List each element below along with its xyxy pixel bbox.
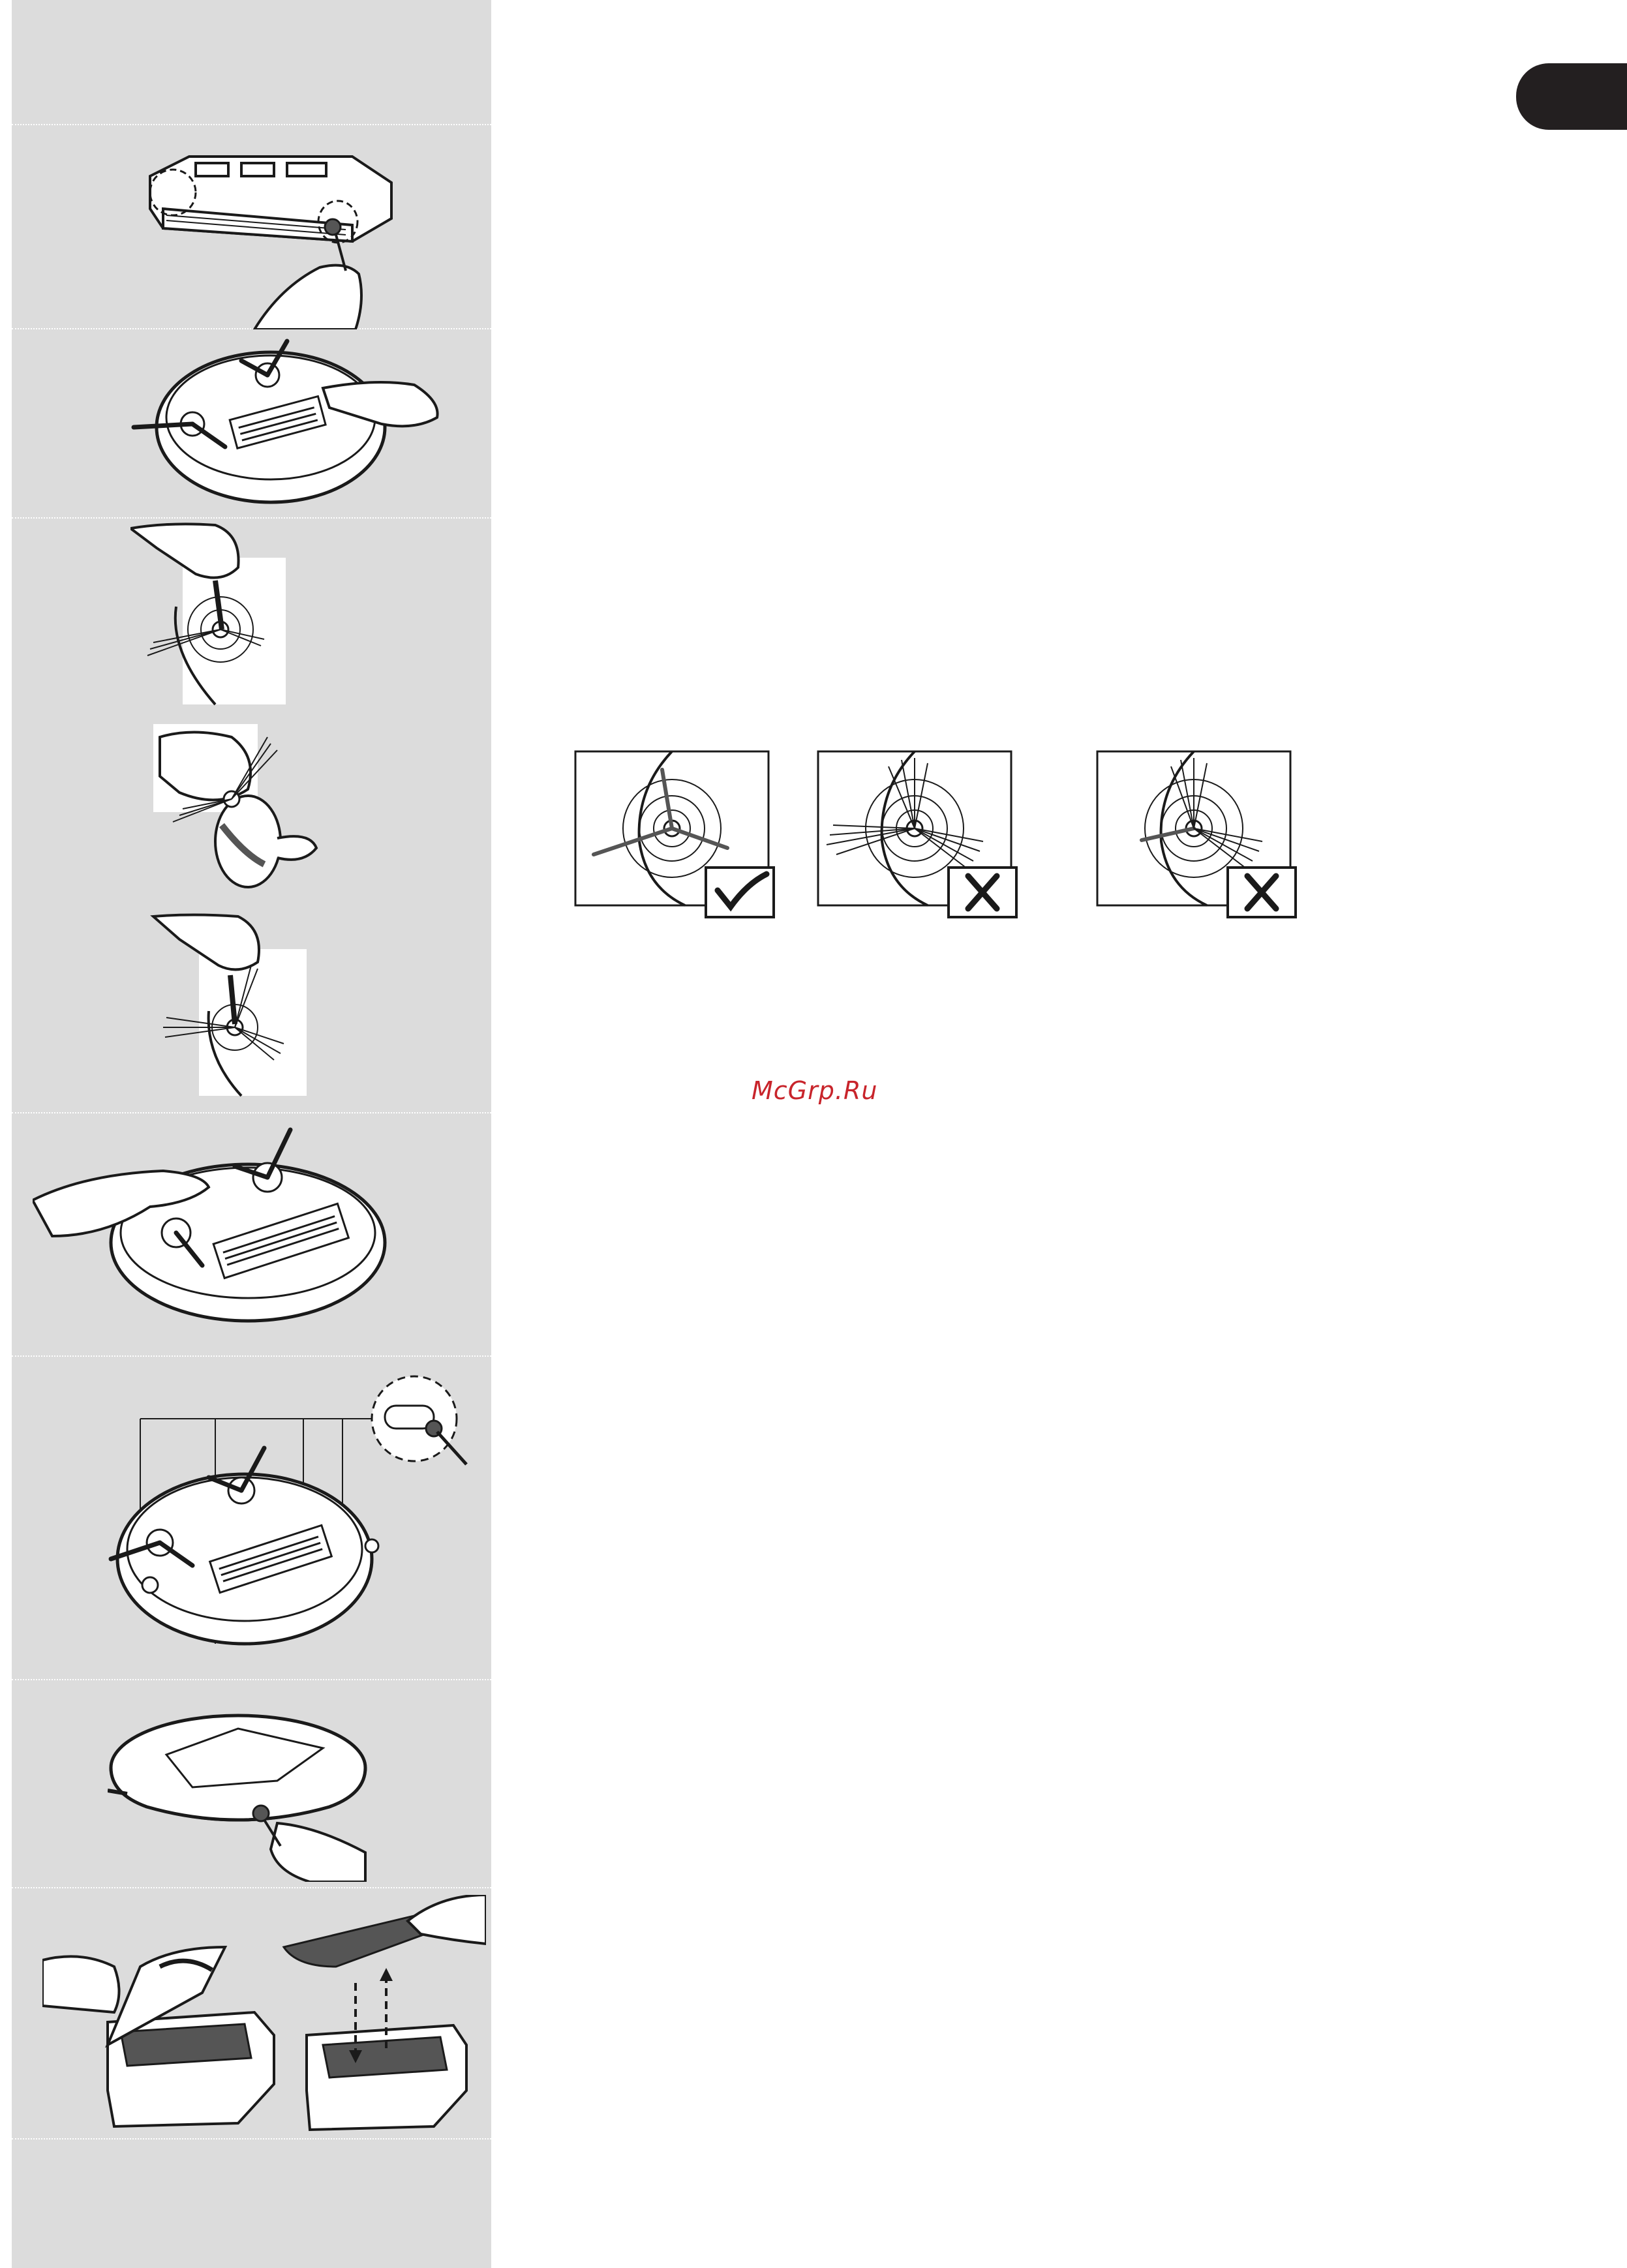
robot-sensors-cleaning-icon: [75, 1370, 470, 1673]
section-divider: [12, 124, 491, 125]
brush-check-wrong-2: [1096, 750, 1298, 920]
section-divider: [12, 1679, 491, 1680]
watermark-text: McGrp.Ru: [752, 1076, 878, 1105]
side-brush-reattach-icon: [147, 913, 310, 1097]
robot-top-cleaning-icon: [108, 1696, 369, 1882]
robot-underside-cleaning-icon: [33, 1122, 398, 1340]
brush-check-wrong-1: [817, 750, 1019, 920]
section-divider: [12, 1887, 491, 1888]
section-divider: [12, 1112, 491, 1113]
filter-replacement-icon: [42, 1895, 486, 2133]
side-brush-hair-removal-icon: [153, 724, 333, 894]
brush-check-correct: [574, 750, 776, 920]
robot-underside-hand-icon: [127, 336, 447, 512]
dust-container-brush-icon: [137, 144, 398, 329]
section-divider: [12, 517, 491, 519]
side-brush-screwdriver-icon: [130, 522, 290, 708]
section-divider: [12, 2138, 491, 2139]
section-divider: [12, 1355, 491, 1357]
language-tab: [1516, 63, 1627, 130]
